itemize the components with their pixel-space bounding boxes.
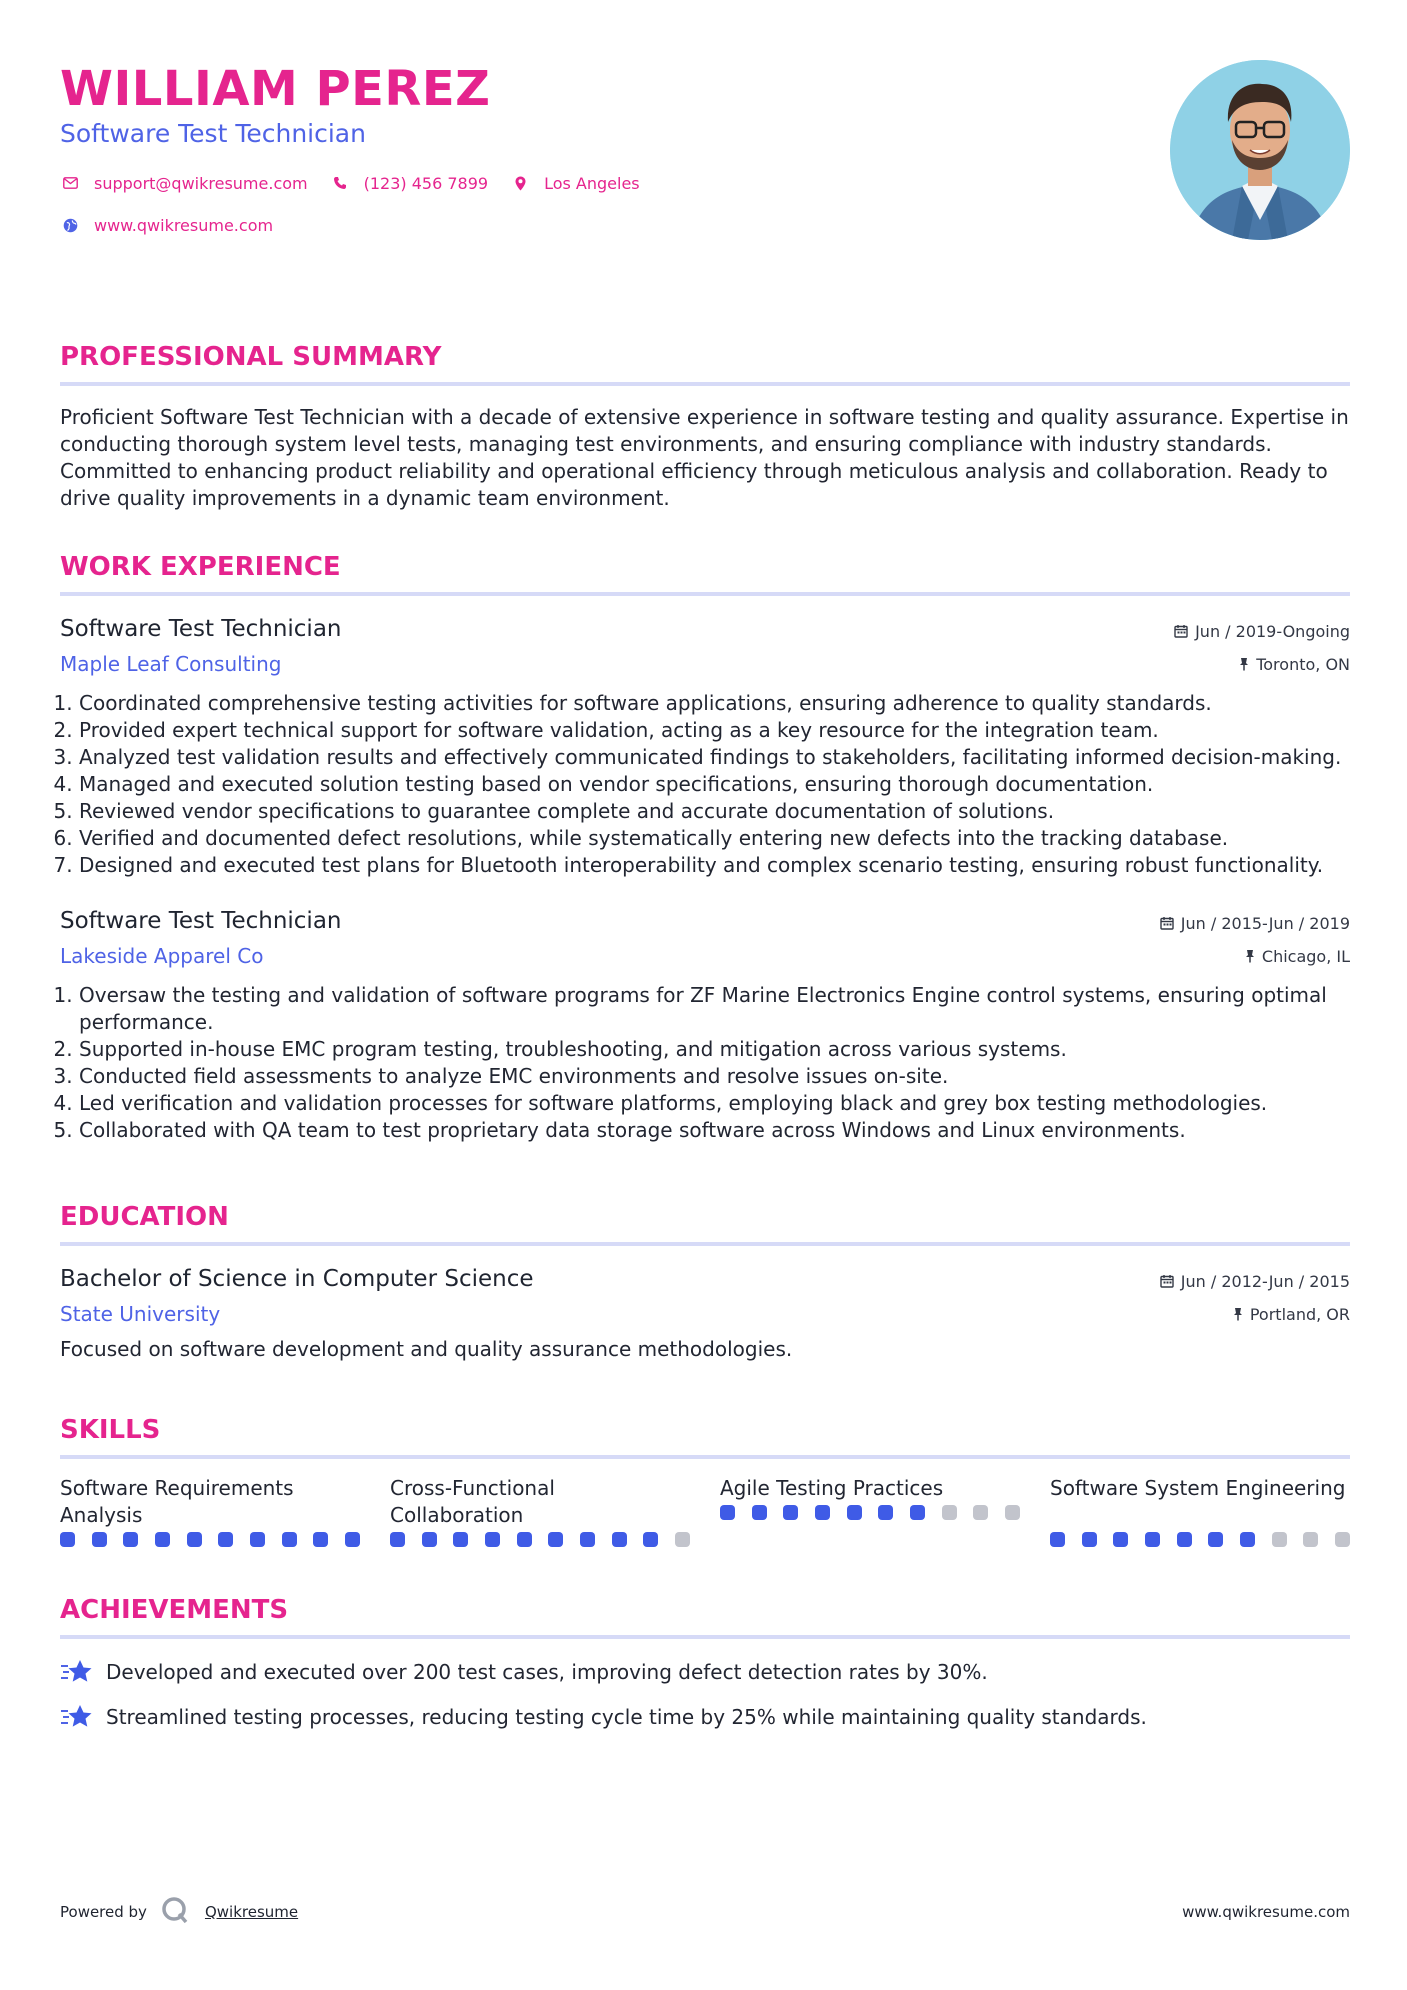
skills-heading: SKILLS: [60, 1415, 161, 1445]
rating-dot-filled: [847, 1505, 862, 1520]
skill-rating: [720, 1505, 1020, 1520]
rating-dot-empty: [1335, 1532, 1350, 1547]
list-item: 5. Reviewed vendor specifications to guarantee complete and accurate documentation of solutions.: [79, 798, 1350, 825]
rating-dot-filled: [313, 1532, 328, 1547]
achievement-item: [60, 1657, 1350, 1687]
skill-item: [390, 1475, 690, 1547]
resume-header: [60, 60, 1350, 258]
contact-location: [510, 172, 640, 194]
job-company: Maple Leaf Consulting: [60, 652, 282, 676]
skill-rating: [60, 1532, 360, 1547]
education-dates: Jun / 2012-Jun / 2015: [1180, 1271, 1350, 1291]
job-location: Toronto, ON: [1256, 654, 1350, 674]
envelope-icon: [60, 173, 80, 193]
rating-dot-filled: [155, 1532, 170, 1547]
rating-dot-filled: [485, 1532, 500, 1547]
contact-row: [60, 172, 1350, 194]
job-dates: Jun / 2015-Jun / 2019: [1180, 913, 1350, 933]
skill-rating: [390, 1532, 690, 1547]
candidate-title: Software Test Technician: [60, 119, 366, 148]
list-item: 1. Oversaw the testing and validation of software programs for ZF Marine Electronics Engine control systems, ensuring optimal performance.: [79, 982, 1350, 1036]
skill-name: Agile Testing Practices: [720, 1476, 944, 1500]
rating-dot-filled: [1050, 1532, 1065, 1547]
list-item: 3. Analyzed test validation results and effectively communicated findings to stakeholders, facilitating informed decision-making.: [79, 744, 1350, 771]
rating-dot-filled: [643, 1532, 658, 1547]
skill-item: [60, 1475, 360, 1547]
pin-icon: [1245, 949, 1255, 963]
rating-dot-empty: [1303, 1532, 1318, 1547]
rating-dot-filled: [1240, 1532, 1255, 1547]
list-item: 2. Provided expert technical support for software validation, acting as a key resource for the integration team.: [79, 717, 1350, 744]
calendar-icon: [1160, 1274, 1174, 1288]
education-location: Portland, OR: [1249, 1304, 1350, 1324]
powered-by: [60, 1896, 298, 1928]
calendar-icon: [1174, 624, 1188, 638]
candidate-name: WILLIAM PEREZ: [60, 61, 491, 117]
powered-by-label: Powered by: [60, 1903, 147, 1921]
footer-website[interactable]: www.qwikresume.com: [1182, 1903, 1350, 1921]
education-heading: EDUCATION: [60, 1202, 229, 1232]
list-item: 2. Supported in-house EMC program testing, troubleshooting, and mitigation across various systems.: [79, 1036, 1350, 1063]
achievements-heading: ACHIEVEMENTS: [60, 1595, 289, 1625]
rating-dot-filled: [187, 1532, 202, 1547]
job-entry: [60, 614, 1350, 879]
education-meta: [1160, 1264, 1350, 1325]
achievement-text: Developed and executed over 200 test cases, improving defect detection rates by 30%.: [106, 1660, 988, 1684]
rating-dot-filled: [1177, 1532, 1192, 1547]
school-name: State University: [60, 1302, 221, 1326]
education-description: Focused on software development and quality assurance methodologies.: [60, 1337, 793, 1361]
section-divider: [60, 1635, 1350, 1639]
job-meta: [1160, 906, 1350, 967]
rating-dot-empty: [973, 1505, 988, 1520]
location-text: Los Angeles: [544, 173, 640, 193]
rating-dot-filled: [422, 1532, 437, 1547]
list-item: 1. Coordinated comprehensive testing activities for software applications, ensuring adherence to quality standards.: [79, 690, 1350, 717]
job-title: Software Test Technician: [60, 908, 342, 934]
phone-icon: [330, 173, 350, 193]
rating-dot-filled: [345, 1532, 360, 1547]
rating-dot-filled: [580, 1532, 595, 1547]
rating-dot-filled: [612, 1532, 627, 1547]
star-icon: [60, 1657, 94, 1687]
summary-heading: PROFESSIONAL SUMMARY: [60, 342, 442, 372]
section-divider: [60, 1242, 1350, 1246]
list-item: 6. Verified and documented defect resolutions, while systematically entering new defects into the tracking database.: [79, 825, 1350, 852]
rating-dot-filled: [910, 1505, 925, 1520]
rating-dot-filled: [218, 1532, 233, 1547]
job-bullets: [60, 982, 1350, 1144]
achievement-item: [60, 1702, 1350, 1732]
rating-dot-filled: [815, 1505, 830, 1520]
rating-dot-filled: [60, 1532, 75, 1547]
skill-item: [1050, 1475, 1350, 1547]
rating-dot-filled: [1082, 1532, 1097, 1547]
job-meta: [1174, 614, 1350, 675]
list-item: 4. Managed and executed solution testing based on vendor specifications, ensuring thorough documentation.: [79, 771, 1350, 798]
degree-title: Bachelor of Science in Computer Science: [60, 1266, 534, 1292]
rating-dot-empty: [1272, 1532, 1287, 1547]
rating-dot-filled: [548, 1532, 563, 1547]
calendar-icon: [1160, 916, 1174, 930]
skill-rating: [1050, 1532, 1350, 1547]
page-footer: [60, 1896, 1350, 1928]
qwikresume-logo-icon: [161, 1896, 189, 1928]
list-item: 3. Conducted field assessments to analyze EMC environments and resolve issues on-site.: [79, 1063, 1350, 1090]
rating-dot-filled: [390, 1532, 405, 1547]
list-item: 5. Collaborated with QA team to test proprietary data storage software across Windows and Linux environments.: [79, 1117, 1350, 1144]
contact-email[interactable]: [60, 172, 308, 194]
job-entry: [60, 906, 1350, 1144]
rating-dot-filled: [92, 1532, 107, 1547]
rating-dot-filled: [123, 1532, 138, 1547]
rating-dot-filled: [250, 1532, 265, 1547]
star-icon: [60, 1702, 94, 1732]
rating-dot-filled: [752, 1505, 767, 1520]
achievement-text: Streamlined testing processes, reducing testing cycle time by 25% while maintaining quality standards.: [106, 1705, 1147, 1729]
globe-icon: [60, 215, 80, 235]
job-title: Software Test Technician: [60, 616, 342, 642]
section-divider: [60, 592, 1350, 596]
rating-dot-filled: [1208, 1532, 1223, 1547]
rating-dot-filled: [282, 1532, 297, 1547]
experience-heading: WORK EXPERIENCE: [60, 552, 341, 582]
job-company: Lakeside Apparel Co: [60, 944, 264, 968]
map-marker-icon: [510, 173, 530, 193]
rating-dot-filled: [453, 1532, 468, 1547]
skill-name: Software Requirements Analysis: [60, 1476, 294, 1527]
experience-section: [60, 550, 1350, 1144]
rating-dot-filled: [1113, 1532, 1128, 1547]
skills-section: [60, 1413, 1350, 1547]
rating-dot-filled: [720, 1505, 735, 1520]
profile-photo: [1170, 60, 1350, 240]
skill-name: Software System Engineering: [1050, 1476, 1346, 1500]
pin-icon: [1233, 1307, 1243, 1321]
rating-dot-filled: [1145, 1532, 1160, 1547]
summary-section: [60, 340, 1350, 512]
list-item: 4. Led verification and validation processes for software platforms, employing black and grey box testing methodologies.: [79, 1090, 1350, 1117]
contact-website[interactable]: [60, 214, 273, 236]
rating-dot-filled: [878, 1505, 893, 1520]
job-dates: Jun / 2019-Ongoing: [1195, 621, 1350, 641]
rating-dot-filled: [517, 1532, 532, 1547]
phone-text: (123) 456 7899: [363, 173, 489, 193]
rating-dot-empty: [1005, 1505, 1020, 1520]
job-location: Chicago, IL: [1261, 946, 1350, 966]
website-text: www.qwikresume.com: [94, 215, 274, 235]
skill-item: [720, 1475, 1020, 1547]
brand-link[interactable]: Qwikresume: [204, 1903, 299, 1921]
section-divider: [60, 1455, 1350, 1459]
pin-icon: [1239, 657, 1249, 671]
skill-name: Cross-Functional Collaboration: [390, 1476, 555, 1527]
contact-phone[interactable]: [330, 172, 488, 194]
rating-dot-filled: [783, 1505, 798, 1520]
contact-row-website: [60, 214, 1350, 236]
education-section: [60, 1200, 1350, 1363]
section-divider: [60, 382, 1350, 386]
achievements-section: [60, 1593, 1350, 1732]
rating-dot-empty: [942, 1505, 957, 1520]
summary-text: Proficient Software Test Technician with a decade of extensive experience in software testing and quality assurance. Expertise in conducting thorough system level tests, managing test environments, and ensuring compliance with industry standards. Committed to enhancing product reliability and operational efficiency through meticulous analysis and collaboration. Ready to drive quality improvements in a dynamic team environment.: [60, 405, 1349, 510]
rating-dot-empty: [675, 1532, 690, 1547]
email-text: support@qwikresume.com: [94, 173, 308, 193]
list-item: 7. Designed and executed test plans for Bluetooth interoperability and complex scenario testing, ensuring robust functionality.: [79, 852, 1350, 879]
job-bullets: [60, 690, 1350, 879]
skills-grid: [60, 1475, 1350, 1547]
